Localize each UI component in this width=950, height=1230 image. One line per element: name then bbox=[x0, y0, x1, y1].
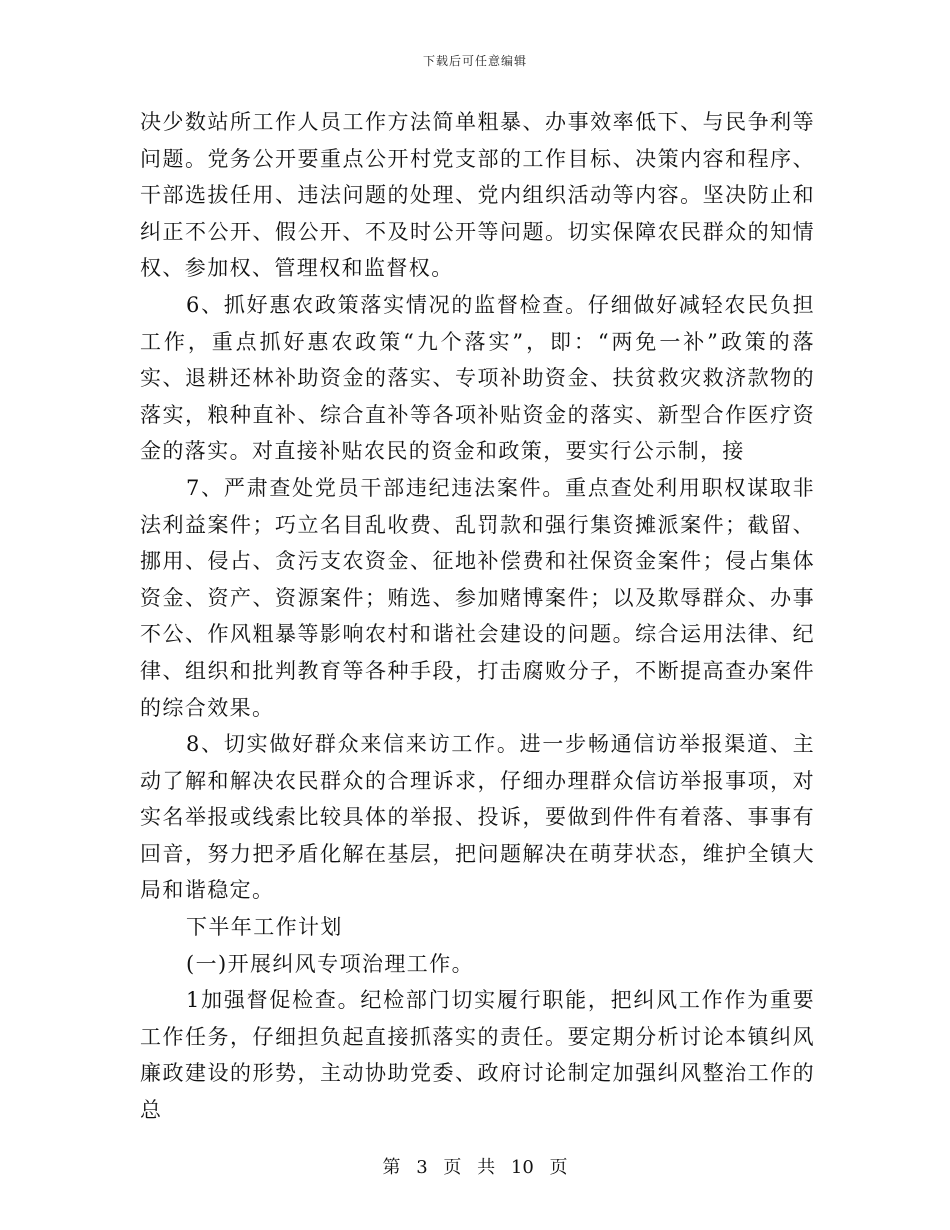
footer-total-unit: 页 bbox=[549, 1157, 568, 1178]
footer-total-label: 共 bbox=[477, 1157, 496, 1178]
paragraph-item-7: 7、严肃查处党员干部违纪违法案件。重点查处利用职权谋取非法利益案件；巧立名目乱收费、乱罚款和强行集资摊派案件；截留、挪用、侵占、贪污支农资金、征地补偿费和社保资金案件；侵占集体资金、资产、资源案件；贿选、参加赌博案件；以及欺辱群众、办事不公、作风粗暴等影响农村和谐社会建设的问题。综合运用法律、纪律、组织和批判教育等各种手段，打击腐败分子，不断提高查办案件的综合效果。 bbox=[140, 475, 815, 720]
document-body bbox=[140, 104, 815, 1129]
paragraph-item-8: 8、切实做好群众来信来访工作。进一步畅通信访举报渠道、主动了解和解决农民群众的合理诉求，仔细办理群众信访举报事项，对实名举报或线索比较具体的举报、投诉，要做到件件有着落、事事有回音，努力把矛盾化解在基层，把问题解决在萌芽状态，维护全镇大局和谐稳定。 bbox=[140, 732, 815, 903]
footer-page-unit: 页 bbox=[443, 1157, 462, 1178]
subsection-heading: (一)开展纠风专项治理工作。 bbox=[186, 951, 474, 976]
footer-prefix: 第 bbox=[382, 1157, 401, 1178]
page-header: 下载后可任意编辑 bbox=[422, 54, 527, 68]
paragraph-item-6: 6、抓好惠农政策落实情况的监督检查。仔细做好减轻农民负担工作，重点抓好惠农政策“九个落实”，即：“两免一补”政策的落实、退耕还林补助资金的落实、专项补助资金、扶贫救灾救济款物的落实，粮种直补、综合直补等各项补贴资金的落实、新型合作医疗资金的落实。对直接补贴农民的资金和政策，要实行公示制，接 bbox=[140, 292, 815, 464]
section-heading: 下半年工作计划 bbox=[186, 915, 343, 940]
total-page-count: 10 bbox=[510, 1157, 534, 1178]
paragraph-continuation: 决少数站所工作人员工作方法简单粗暴、办事效率低下、与民争利等问题。党务公开要重点公开村党支部的工作目标、决策内容和程序、干部选拔任用、违法问题的处理、党内组织活动等内容。坚决防止和纠正不公开、假公开、不及时公开等问题。切实保障农民群众的知情权、参加权、管理权和监督权。 bbox=[140, 110, 815, 281]
current-page-number: 3 bbox=[416, 1157, 428, 1178]
page-footer bbox=[0, 1153, 950, 1179]
paragraph-point-1: 1加强督促检查。纪检部门切实履行职能，把纠风工作作为重要工作任务，仔细担负起直接抓落实的责任。要定期分析讨论本镇纠风廉政建设的形势，主动协助党委、政府讨论制定加强纠风整治工作的总 bbox=[140, 988, 815, 1123]
